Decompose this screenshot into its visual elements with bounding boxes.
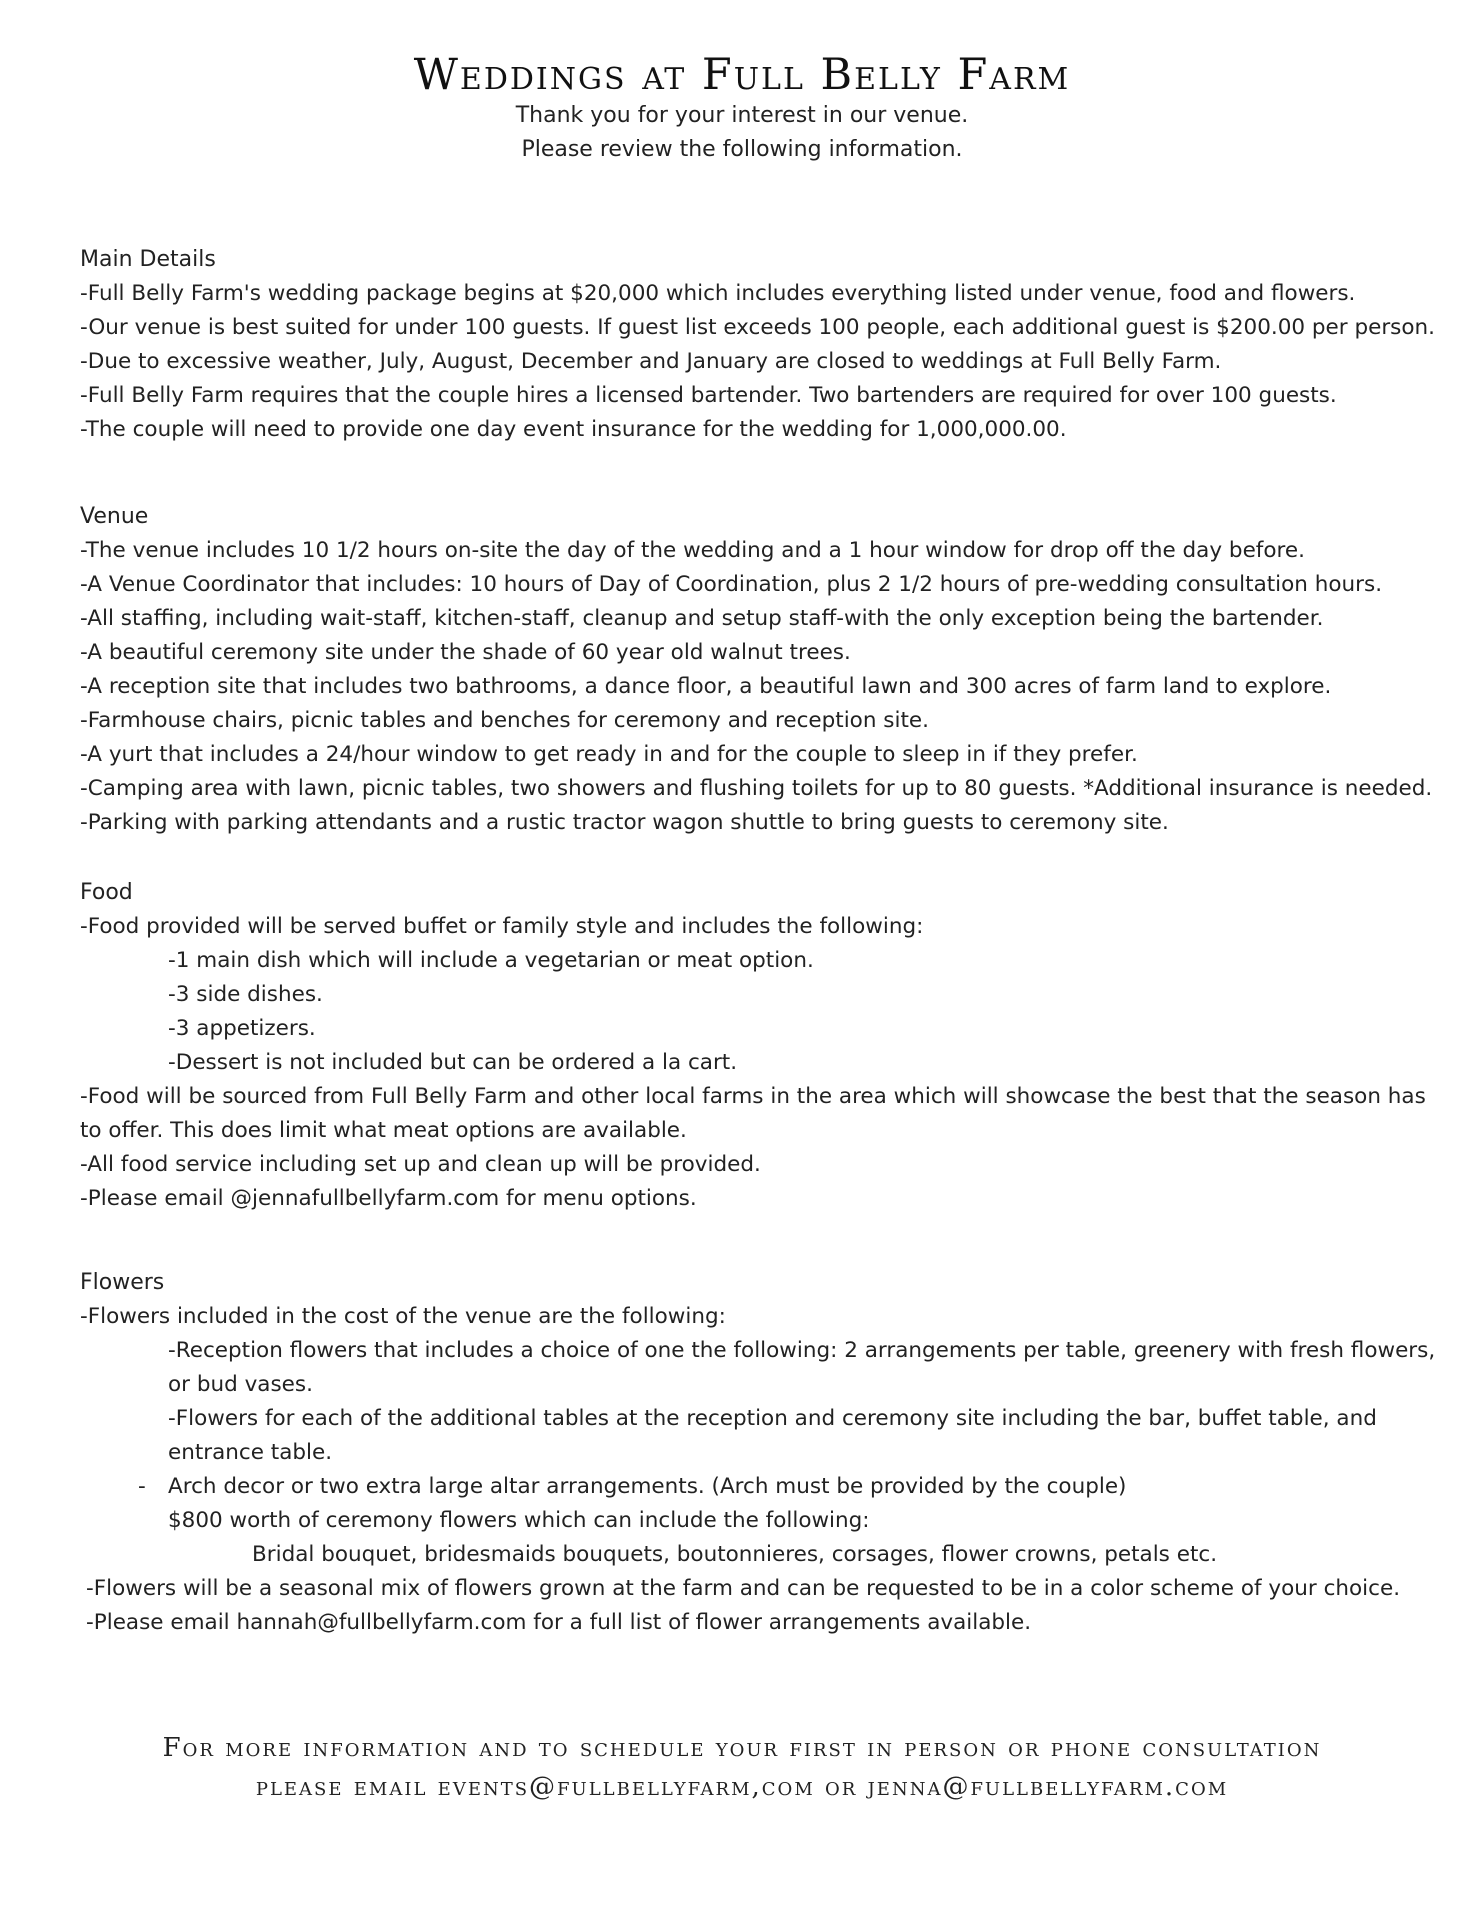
list-item: -Flowers will be a seasonal mix of flowers grown at the farm and can be requested to be in a color scheme of your choice. bbox=[86, 1576, 1401, 1601]
section-heading: Venue bbox=[80, 504, 149, 529]
section-heading: Flowers bbox=[80, 1270, 165, 1295]
list-item: -A Venue Coordinator that includes: 10 hours of Day of Coordination, plus 2 1/2 hours of pre-wedding consultation hours. bbox=[80, 572, 1383, 597]
sub-list-item: -3 side dishes. bbox=[168, 982, 323, 1007]
sub-list-item: -Reception flowers that includes a choice of one the following: 2 arrangements per table, greenery with fresh flowers, or bud vases. bbox=[168, 1338, 1436, 1397]
list-item: -Please email hannah@fullbellyfarm.com for a full list of flower arrangements available. bbox=[86, 1610, 1032, 1635]
flowers-section bbox=[80, 1266, 1440, 1640]
venue-section bbox=[80, 500, 1440, 840]
list-item: -Parking with parking attendants and a rustic tractor wagon shuttle to bring guests to ceremony site. bbox=[80, 810, 1169, 835]
arch-text: Arch decor or two extra large altar arrangements. (Arch must be provided by the couple) bbox=[168, 1474, 1127, 1499]
section-heading: Food bbox=[80, 880, 133, 905]
list-item: -Flowers included in the cost of the venue are the following: bbox=[80, 1304, 726, 1329]
list-item: -Please email @jennafullbellyfarm.com for menu options. bbox=[80, 1186, 697, 1211]
sub-list-item: $800 worth of ceremony flowers which can include the following: bbox=[168, 1508, 870, 1533]
page-title: Weddings at Full Belly Farm bbox=[413, 50, 1071, 100]
sub-list-item: -Flowers for each of the additional tables at the reception and ceremony site including the bar, buffet table, and entrance table. bbox=[168, 1406, 1377, 1465]
sub-sub-list-item: Bridal bouquet, bridesmaids bouquets, boutonnieres, corsages, flower crowns, petals etc. bbox=[252, 1542, 1218, 1567]
food-section bbox=[80, 876, 1440, 1216]
footer-line: For more information and to schedule your first in person or phone consultation bbox=[162, 1733, 1322, 1763]
list-item: -Food will be sourced from Full Belly Farm and other local farms in the area which will showcase the best that the season has to offer. This does limit what meat options are available. bbox=[80, 1084, 1426, 1143]
list-item: -Due to excessive weather, July, August, December and January are closed to weddings at Full Belly Farm. bbox=[80, 349, 1222, 374]
subtitle-review: Please review the following information. bbox=[521, 137, 963, 162]
sub-list-item: -3 appetizers. bbox=[168, 1016, 316, 1041]
list-item: -Farmhouse chairs, picnic tables and benches for ceremony and reception site. bbox=[80, 708, 929, 733]
list-item: -The couple will need to provide one day event insurance for the wedding for 1,000,000.00. bbox=[80, 417, 1067, 442]
sub-list-item bbox=[80, 1470, 1440, 1504]
list-item: -A yurt that includes a 24/hour window to get ready in and for the couple to sleep in if they prefer. bbox=[80, 742, 1138, 767]
dash-bullet: - bbox=[138, 1474, 146, 1499]
list-item: -Our venue is best suited for under 100 guests. If guest list exceeds 100 people, each additional guest is $200.00 per person. bbox=[80, 315, 1435, 340]
list-item: -All food service including set up and clean up will be provided. bbox=[80, 1152, 761, 1177]
sub-list-item: -Dessert is not included but can be ordered a la cart. bbox=[168, 1050, 738, 1075]
subtitle-thanks: Thank you for your interest in our venue. bbox=[515, 103, 969, 128]
list-item: -A reception site that includes two bathrooms, a dance floor, a beautiful lawn and 300 acres of farm land to explore. bbox=[80, 674, 1332, 699]
list-item: -Food provided will be served buffet or family style and includes the following: bbox=[80, 914, 924, 939]
main-details-section bbox=[80, 243, 1440, 447]
list-item: -Camping area with lawn, picnic tables, two showers and flushing toilets for up to 80 guests. *Additional insurance is needed. bbox=[80, 776, 1433, 801]
list-item: -Full Belly Farm requires that the couple hires a licensed bartender. Two bartenders are required for over 100 guests. bbox=[80, 383, 1337, 408]
sub-list-item: -1 main dish which will include a vegetarian or meat option. bbox=[168, 948, 814, 973]
list-item: -All staffing, including wait-staff, kitchen-staff, cleanup and setup staff-with the only exception being the bartender. bbox=[80, 606, 1324, 631]
section-heading: Main Details bbox=[80, 247, 216, 272]
footer-line: please email events@fullbellyfarm,com or jenna@fullbellyfarm.com bbox=[255, 1772, 1229, 1802]
list-item: -Full Belly Farm's wedding package begins at $20,000 which includes everything listed under venue, food and flowers. bbox=[80, 281, 1356, 306]
list-item: -A beautiful ceremony site under the shade of 60 year old walnut trees. bbox=[80, 640, 851, 665]
list-item: -The venue includes 10 1/2 hours on-site the day of the wedding and a 1 hour window for drop off the day before. bbox=[80, 538, 1305, 563]
